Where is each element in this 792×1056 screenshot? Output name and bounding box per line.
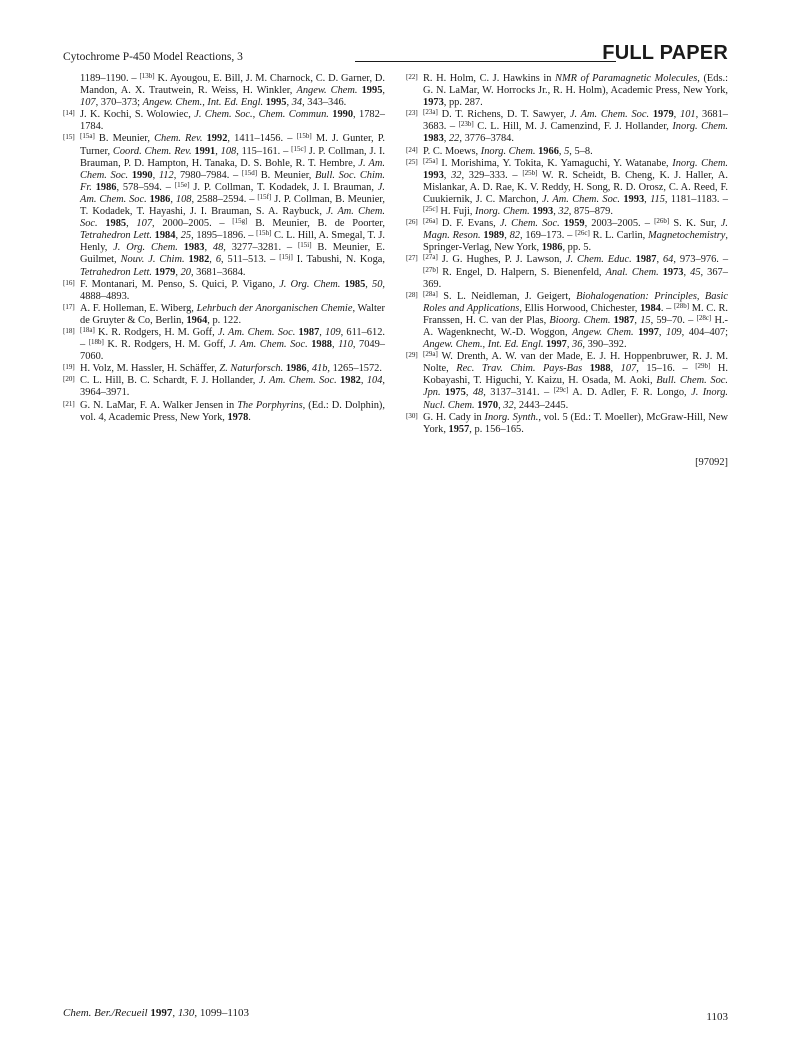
reference-17: [17] A. F. Holleman, E. Wiberg, Lehrbuch der Anorganischen Chemie, Walter de Gruyter & Co, Berlin, 1964, p. 122. <box>63 302 385 326</box>
reference-13-continued: 1189–1190. – [13b] K. Ayougou, E. Bill, J. M. Charnock, C. D. Garner, D. Mandon, A. X. Trautwein, R. Weiss, H. Winkler, Angew. Chem. 1995, 107, 370–373; Angew. Chem., Int. Ed. Engl. 1995, 34, 343–346. <box>80 72 385 109</box>
document-id: [97092] <box>695 457 728 468</box>
running-head: Cytochrome P-450 Model Reactions, 3 <box>63 51 243 63</box>
footer-citation: Chem. Ber./Recueil 1997, 130, 1099–1103 <box>63 1007 249 1019</box>
reference-16: [16] F. Montanari, M. Penso, S. Quici, P. Vigano, J. Org. Chem. 1985, 50, 4888–4893. <box>63 278 385 302</box>
reference-23: [23] [23a] D. T. Richens, D. T. Sawyer, J. Am. Chem. Soc. 1979, 101, 3681–3683. – [23b] C. L. Hill, M. J. Camenzind, F. J. Hollander, Inorg. Chem. 1983, 22, 3776–3784. <box>406 108 728 145</box>
reference-27: [27] [27a] J. G. Hughes, P. J. Lawson, J. Chem. Educ. 1987, 64, 973–976. – [27b] R. Engel, D. Halpern, S. Bienenfeld, Anal. Chem. 1973, 45, 367–369. <box>406 253 729 290</box>
section-label: FULL PAPER <box>602 42 728 64</box>
reference-22: [22] R. H. Holm, C. J. Hawkins in NMR of Paramagnetic Molecules, (Eds.: G. N. LaMar, W. Horrocks Jr., R. H. Holm), Academic Press, New York, 1973, pp. 287. <box>406 73 728 109</box>
reference-25: [25] [25a] I. Morishima, Y. Tokita, K. Yamaguchi, Y. Watanabe, Inorg. Chem. 1993, 32, 329–333. – [25b] W. R. Scheidt, B. Cheng, K. J. Haller, A. Mislankar, A. D. Rae, K. V. Reddy, H. Song, R. D. Orosz, C. A. Reed, F. Cuukiernik, J. C. Marchon, J. Am. Chem. Soc. 1993, 115, 1181–1183. – [25c] H. Fuji, Inorg. Chem. 1993, 32, 875–879. <box>406 156 728 218</box>
reference-14: [14] J. K. Kochi, S. Wolowiec, J. Chem. Soc., Chem. Commun. 1990, 1782–1784. <box>63 109 385 133</box>
reference-28: [28] [28a] S. L. Neidleman, J. Geigert, Biohalogenation: Principles, Basic Roles and Applications, Ellis Horwood, Chichester, 1984. – [28b] M. C. R. Franssen, H. C. van der Plas, Bioorg. Chem. 1987, 15, 59–70. – [28c] H.-A. Wagenknecht, W.-D. Woggon, Angew. Chem. 1997, 109, 404–407; Angew. Chem., Int. Ed. Engl. 1997, 36, 390–392. <box>406 289 729 351</box>
left-column <box>63 73 385 424</box>
reference-19: [19] H. Volz, M. Hassler, H. Schäffer, Z. Naturforsch. 1986, 41b, 1265–1572. <box>63 363 382 375</box>
reference-24: [24] P. C. Moews, Inorg. Chem. 1966, 5, 5–8. <box>406 145 593 157</box>
reference-15: [15] [15a] B. Meunier, Chem. Rev. 1992, 1411–1456. – [15b] M. J. Gunter, P. Turner, Coord. Chem. Rev. 1991, 108, 115–161. – [15c] J. P. Collman, J. I. Brauman, P. D. Hampton, H. Tanaka, D. S. Bohle, R. T. Hembre, J. Am. Chem. Soc. 1990, 112, 7980–7984. – [15d] B. Meunier, Bull. Soc. Chim. Fr. 1986, 578–594. – [15e] J. P. Collman, T. Kodadek, J. I. Brauman, J. Am. Chem. Soc. 1986, 108, 2588–2594. – [15f] J. P. Collman, B. Meunier, T. Kodadek, T. Hayashi, J. I. Brauman, S. A. Raybuck, J. Am. Chem. Soc. 1985, 107, 2000–2005. – [15g] B. Meunier, B. de Poorter, Tetrahedron Lett. 1984, 25, 1895–1896. – [15h] C. L. Hill, A. Smegal, T. J. Henly, J. Org. Chem. 1983, 48, 3277–3281. – [15i] B. Meunier, E. Guilmet, Nouv. J. Chim. 1982, 6, 511–513. – [15j] I. Tabushi, N. Koga, Tetrahedron Lett. 1979, 20, 3681–3684. <box>63 132 386 278</box>
header-rule <box>355 61 616 62</box>
reference-30: [30] G. H. Cady in Inorg. Synth., vol. 5 (Ed.: T. Moeller), McGraw-Hill, New York, 1957, p. 156–165. <box>406 411 728 435</box>
page-header <box>63 40 728 64</box>
reference-29: [29] [29a] W. Drenth, A. W. van der Made, E. J. H. Hoppenbruwer, R. J. M. Nolte, Rec. Trav. Chim. Pays-Bas 1988, 107, 15–16. – [29b] H. Kobayashi, T. Higuchi, Y. Kaizu, H. Osada, M. Aoki, Bull. Chem. Soc. Jpn. 1975, 48, 3137–3141. – [29c] A. D. Adler, F. R. Longo, J. Inorg. Nucl. Chem. 1970, 32, 2443–2445. <box>406 350 729 411</box>
reference-20: [20] C. L. Hill, B. C. Schardt, F. J. Hollander, J. Am. Chem. Soc. 1982, 104, 3964–3971. <box>63 375 386 399</box>
reference-26: [26] [26a] D. F. Evans, J. Chem. Soc. 1959, 2003–2005. – [26b] S. K. Sur, J. Magn. Reson. 1989, 82, 169–173. – [26c] R. L. Carlin, Magnetochemistry, Springer-Verlag, New York, 1986, pp. 5. <box>406 217 728 254</box>
right-column <box>406 73 728 436</box>
page-number: 1103 <box>706 1011 728 1023</box>
reference-21: [21] G. N. LaMar, F. A. Walker Jensen in The Porphyrins, (Ed.: D. Dolphin), vol. 4, Academic Press, New York, 1978. <box>63 399 385 423</box>
reference-18: [18] [18a] K. R. Rodgers, H. M. Goff, J. Am. Chem. Soc. 1987, 109, 611–612. – [18b] K. R. Rodgers, H. M. Goff, J. Am. Chem. Soc. 1988, 110, 7049–7060. <box>63 325 385 363</box>
